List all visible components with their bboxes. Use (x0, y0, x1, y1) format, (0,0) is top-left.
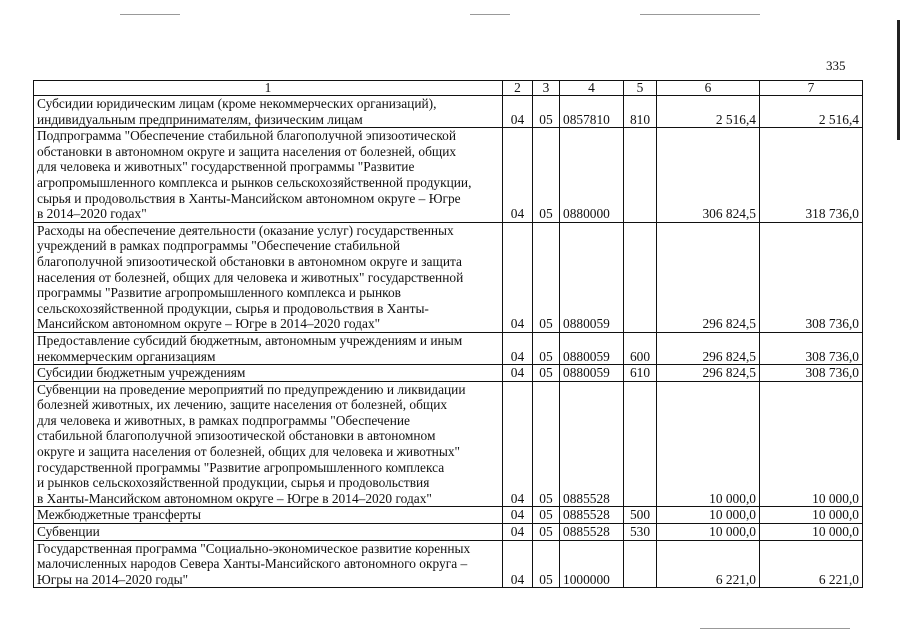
row-target-code: 0880059 (560, 365, 624, 382)
table-row (34, 524, 863, 541)
row-name: Субвенции на проведение мероприятий по предупреждению и ликвидации болезней животных, их лечению, защите населения от болезней, общих для человека и животных, в рамках подпрограммы "Обеспечение стабильной благополучной эпизоотической обстановки в автономном округе и защита населения от болезней, общих для человека и животных" государственной программы "Развитие агропромышленного комплекса и рынков сельскохозяйственной продукции, сырья и продовольствия в Ханты-Мансийском автономном округе – Югре в 2014–2020 годах" (34, 381, 503, 507)
scan-artifact (640, 14, 760, 15)
row-section: 04 (503, 96, 533, 128)
row-subsection: 05 (533, 365, 560, 382)
table-row (34, 365, 863, 382)
row-expense-type: 810 (624, 96, 657, 128)
row-expense-type (624, 222, 657, 332)
row-subsection: 05 (533, 222, 560, 332)
row-name: Субсидии бюджетным учреждениям (34, 365, 503, 382)
row-subsection: 05 (533, 96, 560, 128)
table-row (34, 128, 863, 223)
row-section: 04 (503, 365, 533, 382)
scan-artifact (120, 14, 180, 15)
scan-artifact (700, 628, 850, 629)
row-target-code: 1000000 (560, 540, 624, 588)
column-header: 5 (624, 81, 657, 96)
row-subsection: 05 (533, 524, 560, 541)
row-name: Расходы на обеспечение деятельности (оказание услуг) государственных учреждений в рамках подпрограммы "Обеспечение стабильной благополучной эпизоотической обстановки в автономном округе и защита населения от болезней, общих для человека и животных" государственной программы "Развитие агропромышленного комплекса и рынков сельскохозяйственной продукции, сырья и продовольствия в Ханты- Мансийском автономном округе – Югре в 2014–2020 годах" (34, 222, 503, 332)
row-subsection: 05 (533, 332, 560, 364)
row-expense-type: 610 (624, 365, 657, 382)
row-target-code: 0885528 (560, 507, 624, 524)
row-sum-year2: 308 736,0 (760, 222, 863, 332)
column-header: 1 (34, 81, 503, 96)
column-header: 4 (560, 81, 624, 96)
row-expense-type: 530 (624, 524, 657, 541)
row-name: Государственная программа "Социально-экономическое развитие коренных малочисленных народов Севера Ханты-Мансийского автономного округа – Югры на 2014–2020 годы" (34, 540, 503, 588)
row-name: Подпрограмма "Обеспечение стабильной благополучной эпизоотической обстановки в автономном округе и защита населения от болезней, общих для человека и животных" государственной программы "Развитие агропромышленного комплекса и рынков сельскохозяйственной продукции, сырья и продовольствия в Ханты-Мансийском автономном округе – Югре в 2014–2020 годах" (34, 128, 503, 223)
row-target-code: 0885528 (560, 381, 624, 507)
page-number: 335 (826, 58, 846, 73)
row-sum-year1: 296 824,5 (657, 365, 760, 382)
row-sum-year1: 6 221,0 (657, 540, 760, 588)
row-name: Субсидии юридическим лицам (кроме некоммерческих организаций), индивидуальным предпринимателям, физическим лицам (34, 96, 503, 128)
table-row (34, 507, 863, 524)
row-name: Предоставление субсидий бюджетным, автономным учреждениям и иным некоммерческим организациям (34, 332, 503, 364)
row-sum-year1: 2 516,4 (657, 96, 760, 128)
row-expense-type: 600 (624, 332, 657, 364)
row-sum-year1: 306 824,5 (657, 128, 760, 223)
row-expense-type (624, 381, 657, 507)
row-section: 04 (503, 222, 533, 332)
row-sum-year2: 308 736,0 (760, 365, 863, 382)
row-section: 04 (503, 540, 533, 588)
column-header: 7 (760, 81, 863, 96)
row-section: 04 (503, 381, 533, 507)
table-header-row (34, 81, 863, 96)
row-name: Субвенции (34, 524, 503, 541)
row-expense-type (624, 128, 657, 223)
scan-artifact (470, 14, 510, 15)
row-section: 04 (503, 507, 533, 524)
row-target-code: 0880000 (560, 128, 624, 223)
row-section: 04 (503, 332, 533, 364)
row-sum-year2: 6 221,0 (760, 540, 863, 588)
row-subsection: 05 (533, 540, 560, 588)
row-target-code: 0880059 (560, 332, 624, 364)
row-subsection: 05 (533, 507, 560, 524)
row-target-code: 0880059 (560, 222, 624, 332)
table-row (34, 540, 863, 588)
row-sum-year2: 2 516,4 (760, 96, 863, 128)
row-target-code: 0885528 (560, 524, 624, 541)
column-header: 6 (657, 81, 760, 96)
row-sum-year2: 10 000,0 (760, 381, 863, 507)
table-row (34, 96, 863, 128)
row-sum-year1: 10 000,0 (657, 381, 760, 507)
column-header: 3 (533, 81, 560, 96)
budget-table (33, 80, 863, 588)
row-section: 04 (503, 524, 533, 541)
row-subsection: 05 (533, 381, 560, 507)
row-expense-type: 500 (624, 507, 657, 524)
row-sum-year1: 10 000,0 (657, 507, 760, 524)
row-sum-year2: 308 736,0 (760, 332, 863, 364)
row-sum-year1: 10 000,0 (657, 524, 760, 541)
row-sum-year1: 296 824,5 (657, 332, 760, 364)
row-sum-year2: 318 736,0 (760, 128, 863, 223)
table-row (34, 332, 863, 364)
row-target-code: 0857810 (560, 96, 624, 128)
table-row (34, 222, 863, 332)
scan-edge-mark (897, 20, 900, 140)
table-row (34, 381, 863, 507)
row-name: Межбюджетные трансферты (34, 507, 503, 524)
row-section: 04 (503, 128, 533, 223)
row-expense-type (624, 540, 657, 588)
row-sum-year1: 296 824,5 (657, 222, 760, 332)
column-header: 2 (503, 81, 533, 96)
row-sum-year2: 10 000,0 (760, 524, 863, 541)
row-subsection: 05 (533, 128, 560, 223)
row-sum-year2: 10 000,0 (760, 507, 863, 524)
